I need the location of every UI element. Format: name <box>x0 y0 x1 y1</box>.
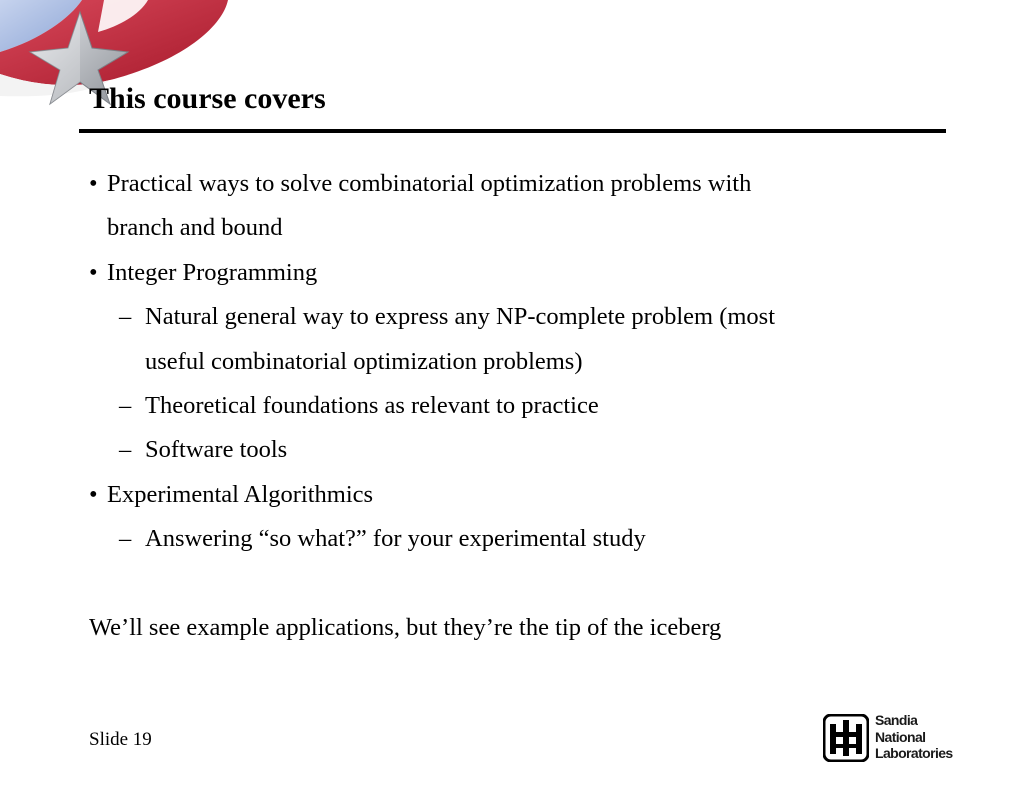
sub-bullet-text: Software tools <box>145 436 288 464</box>
logo-line-3: Laboratories <box>875 745 953 761</box>
sub-bullet-text: Natural general way to express any NP-complete problem (most <box>145 303 776 331</box>
bullet-text: Practical ways to solve combinatorial optimization problems with <box>107 170 752 197</box>
logo-line-2: National <box>875 728 926 745</box>
bullet-marker: • <box>89 480 98 508</box>
logo-line-1: Sandia <box>875 712 918 728</box>
sub-bullet-text: Theoretical foundations as relevant to practice <box>145 391 599 419</box>
title-divider <box>79 129 946 133</box>
closing-statement: We’ll see example applications, but they’re the tip of the iceberg <box>89 613 722 641</box>
sandia-thunderbird-icon <box>823 714 869 762</box>
logo-wordmark <box>875 712 953 762</box>
body-line <box>0 340 1024 384</box>
body-line <box>0 473 1024 517</box>
bullet-marker: • <box>89 258 98 286</box>
body-line <box>0 162 1024 206</box>
bullet-text: Experimental Algorithmics <box>107 480 374 508</box>
dash-marker: – <box>119 436 132 464</box>
sub-bullet-text: useful combinatorial optimization problems) <box>145 347 583 375</box>
slide-body <box>0 162 1024 650</box>
blank-line <box>0 562 1024 606</box>
body-line <box>0 384 1024 428</box>
sub-bullet-text: Answering “so what?” for your experimental study <box>145 525 646 553</box>
body-line <box>0 206 1024 250</box>
sandia-logo <box>823 712 953 764</box>
body-line <box>0 606 1024 650</box>
dash-marker: – <box>119 525 132 553</box>
dash-marker: – <box>119 391 132 419</box>
dash-marker: – <box>119 303 132 331</box>
bullet-text: branch and bound <box>107 214 283 242</box>
body-line <box>0 295 1024 339</box>
body-line <box>0 428 1024 472</box>
slide-title: This course covers <box>89 82 326 115</box>
bullet-marker: • <box>89 170 98 197</box>
body-line <box>0 251 1024 295</box>
slide-number: Slide 19 <box>89 729 152 750</box>
bullet-text: Integer Programming <box>107 258 318 286</box>
body-line <box>0 517 1024 561</box>
